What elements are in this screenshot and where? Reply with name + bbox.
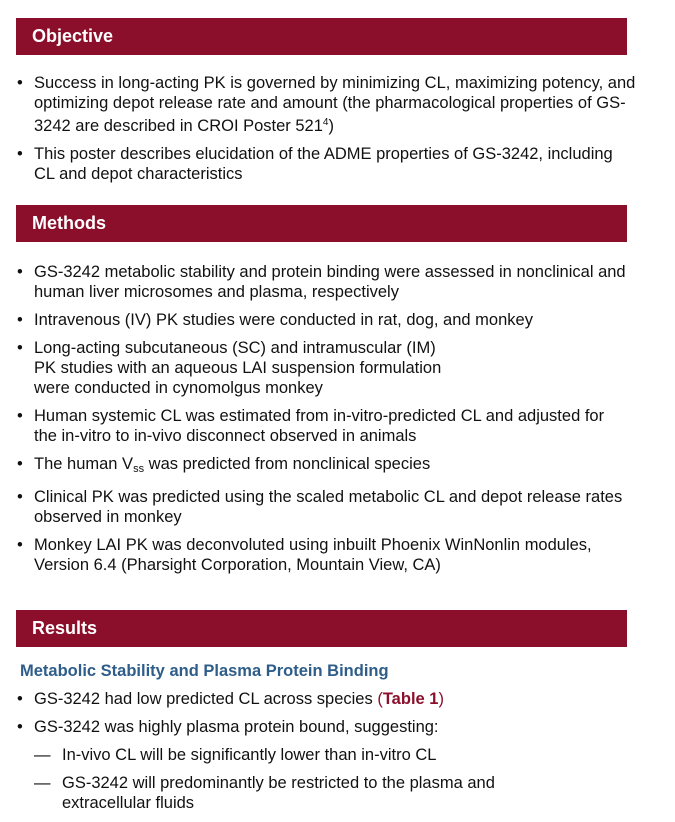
methods-header: Methods <box>16 205 627 242</box>
results-sublist <box>34 745 504 821</box>
list-item: • GS-3242 metabolic stability and protein binding were assessed in nonclinical and human liver microsomes and plasma, respectively <box>17 262 627 302</box>
list-item: • Success in long-acting PK is governed by minimizing CL, maximizing potency, and optimizing depot release rate and amount (the pharmacological properties of GS-3242 are described in CROI Poster $521^4$) <box>17 73 637 136</box>
list-item: — In-vivo CL will be significantly lower than in-vitro CL <box>34 745 504 765</box>
list-item: • The human $V_{ss}$ was predicted from nonclinical species <box>17 454 627 479</box>
list-item: • GS-3242 had low predicted CL across species (Table 1) <box>17 689 627 709</box>
list-item: • Long-acting subcutaneous (SC) and intramuscular (IM) PK studies with an aqueous LAI suspension formulation were conducted in cynomolgus monkey <box>17 338 627 398</box>
objective-header: Objective <box>16 18 627 55</box>
results-header: Results <box>16 610 627 647</box>
list-item: • Clinical PK was predicted using the scaled metabolic CL and depot release rates observed in monkey <box>17 487 627 527</box>
list-item: • GS-3242 was highly plasma protein bound, suggesting: <box>17 717 627 737</box>
list-item: • Monkey LAI PK was deconvoluted using inbuilt Phoenix WinNonlin modules, Version 6.4 (Pharsight Corporation, Mountain View, CA) <box>17 535 627 575</box>
list-item: — GS-3242 will predominantly be restricted to the plasma and extracellular fluids <box>34 773 504 813</box>
list-item: • Intravenous (IV) PK studies were conducted in rat, dog, and monkey <box>17 310 627 330</box>
results-list <box>17 689 627 745</box>
objective-list <box>17 73 637 192</box>
list-item: • Human systemic CL was estimated from in-vitro-predicted CL and adjusted for the in-vitro to in-vivo disconnect observed in animals <box>17 406 627 446</box>
methods-list <box>17 262 627 583</box>
table-reference-link[interactable]: (Table 1) <box>377 690 444 708</box>
results-subheading: Metabolic Stability and Plasma Protein Binding <box>20 662 389 680</box>
list-item: • This poster describes elucidation of the ADME properties of GS-3242, including CL and depot characteristics <box>17 144 637 184</box>
